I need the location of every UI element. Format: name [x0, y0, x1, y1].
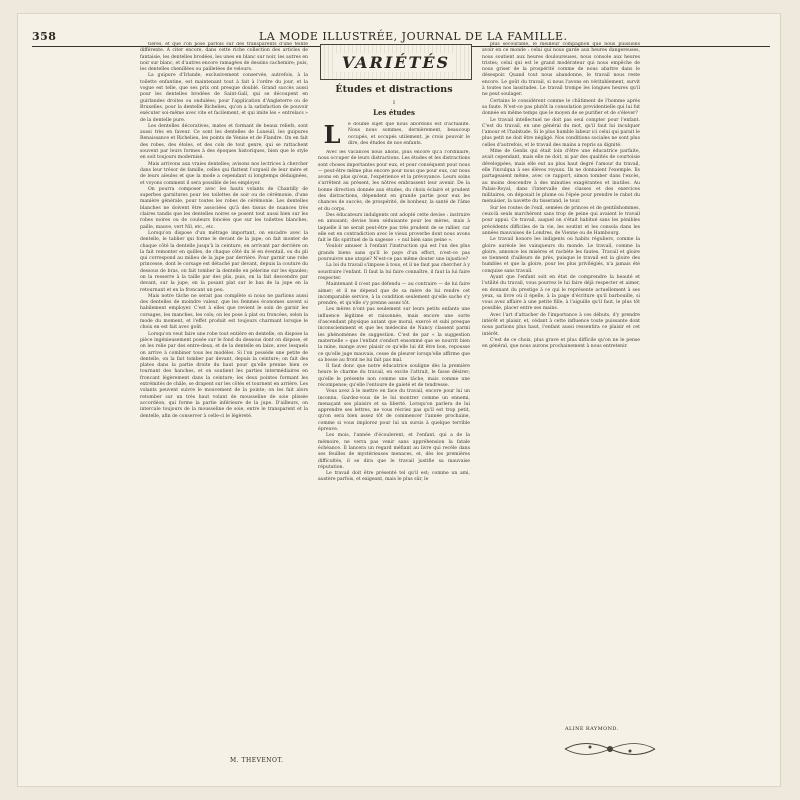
- column-right: [482, 42, 640, 720]
- page-number: 358: [32, 29, 57, 43]
- paragraph: Avec l'art d'attacher de l'importance à ces débuts, d'y prendre intérêt et plaisir, et, cédant à cette influence toute puissante dont nous parlions plus haut, l'enfant aussi ressentira ce plaisir et cet intérêt.: [482, 312, 640, 337]
- journal-title: LA MODE ILLUSTRÉE, JOURNAL DE LA FAMILLE.: [258, 29, 568, 43]
- article-subtitle: Les études: [373, 108, 415, 117]
- paragraph: Il faut donc que notre éducatrice souligne dès la première heure le charme du travail, en excite l'attrait, le fasse désirer; qu'elle le présente non comme une tâche, mais comme une récompense; qu'elle l'entoure de gaieté et de tendresse.: [318, 364, 470, 388]
- banner-word: VARIÉTÉS: [336, 53, 456, 72]
- column-middle: [318, 150, 470, 774]
- paragraph: Vous avez à le mettre en face du travail, encore pour lui un inconnu. Gardez-vous de le lui montrer comme un ennemi, menaçant ses plaisirs et sa liberté. Lorsqu'on parlera de lui apprendre ses lettres, ne vous récriez pas qu'il est trop petit, qu'on sera bien assez tôt de commencer l'année prochaine, comme si vous implorez pour lui un sursis à quelque terrible épreuve.: [318, 389, 470, 433]
- paragraph: Le travail doit être présenté tel qu'il est; comme un ami, austère parfois, et exigeant, mais le plus sûr, le: [318, 471, 470, 483]
- paragraph: plus secourable, le meilleur compagnon que nous puissions avoir en ce monde : celui qui nous garde aux heures dangereuses, nous soutient aux heures douloureuses, nous console aux heures tristes; celui qui est le grand modérateur qui nous empêche de nous griser de la prospérité comme de nous abattre dans le désespoir. Quand tout nous abandonne, le travail nous reste encore. Le goût du travail, si nous l'avons en véritablement, survit à toutes nos lassitudes. Le travail trompe les longues heures qu'il ne peut soulager.: [482, 42, 640, 98]
- paragraph: Certains le considèrent comme le châtiment de l'homme après sa faute. N'est-ce pas plutôt la consolation providentielle qui lui fut donnée en même temps que le moyen de se purifier et de s'élever?: [482, 98, 640, 117]
- paragraph: La loi du travail s'impose à tous, et il ne faut pas chercher à y soustraire l'enfant. Il faut la lui faire connaître, il faut la lui faire respecter.: [318, 263, 470, 281]
- paragraph: Avec les vacances nous allons, plus encore qu'à l'ordinaire, nous occuper de leurs distractions. Les études et les distractions sont choses importantes pour eux, et pour conséquent pour nous — peut-être même plus encore pour nous que pour eux, car nous avons en plus qu'eux, l'expérience et la prévoyance. Leurs soins s'arrêtent au présent, les nôtres embrassent leur avenir. De la bonne direction donnée aux études, du choix éclairé et prudent des distractions, dépendent en grande partie pour eux les chances de succès, de prospérité, de bonheur, la santé de l'âme et du corps.: [318, 150, 470, 212]
- paragraph: Mais arrivons aux vraies dentelles; avisons nos lectrices à chercher dans leur trésor de famille, celles qui flattent l'orgueil de leur mère et de leurs aïeules et que la mode a cependant si longtemps dédaignées, et voyons comment il sera possible de les employer.: [140, 161, 308, 186]
- column-left: [140, 42, 308, 774]
- paragraph: Vouloir amuser à l'enfant l'instruction qui est l'un des plus grands biens sans qu'il le paye d'un effort, n'est-ce pas poursuivre une utopie? N'est-ce pas même douter une injustice?: [318, 244, 470, 263]
- paragraph: Lorsqu'on veut faire une robe tout entière en dentelle, on dispose la pièce ingénieusement posée sur le fond du dessous dont on dispose, et on les relie par des entre-deux, et de la dentelle en laize, avec lesquels on arrive à combiner tous les modèles. Si l'on possède une petite de dentelle, on la fait tomber par devant, depuis la ceinture; on fait des plates dans la partie droite du haut pour qu'elle prenne bien ce tournant des hanches, et on soutient les parties intermédiaires en froncant légèrement dans la ceinture; les deux pointes formant les extrémités de châle, se drapent sur les côtés et tournent en arrière. Les volants peuvent suivre le mouvement de la pointe; on les fait alors retomber sur un très haut volant de mousseline de soie plissée accordéon, qui forme la partie inférieure de la jupe. D'ailleurs, on intercale toujours de la mousseline de soie, entre le transparent et la dentelle, afin de conserver à celle-ci le légèreté.: [140, 331, 308, 419]
- section-number: I: [393, 100, 395, 106]
- paragraph: Mme de Genlis qui était loin d'être une éducatrice parfaite, avait cependant, mais elle ne doit, ni par des qualités de courtoisie développées, mais elle eut au plus haut degré l'amour du travail, elle l'inculqua à ses élèves royaux. Ils ne donnaient l'exemple. Ils partageaient même, avec ce rapport, simon tomber dans l'excès, au moins descendre à des minuties exagérantes et inutiles. Au Palais-Royal, dans l'intervalle des classes et des exercices militaires, on déposait le plume ou l'épée pour prendre le rabot du menuisier, la navette du tisserand, le tour.: [482, 149, 640, 205]
- paragraph: La guipure d'Irlande, exclusivement conservée, autrefois, à la toilette enfantine, est maintenant tout à fait à l'ordre du jour, et la vogue est telle, que ses prix ont presque doublé. Grand succès aussi pour les dentelles brodées de Saint-Gall, qui se découpent en guirlandes droites ou ondulées; pour l'application d'Angleterre ou de Bruxelles, pour la dentelle Richelieu, qu'on a la satisfaction de pouvoir exécuter soi-même avec vite et facilement, et qui imite les « entrelacs » de la dentelle pure.: [140, 73, 308, 123]
- paragraph: tières, et que l'on pose parfois sur des transparents d'une teinte différente. A citer encore, dans cette riche collection des articles de fantaisie, les dentelles brodées, les unes en blanc sur noir, les autres en noir sur blanc, et d'autres encore ramagées de dessins cachemire; puis, les dentelles chenillées ou pailletées de velours.: [140, 42, 308, 73]
- paragraph: Lorsqu'on dispose d'un métrage important, on encadre avec la dentelle, le tablier qui forme le devant de la jupe; on fait monter de chaque côté la dentelle jusqu'à la ceinture, en arrivant par derrière on la fait remonter en quilles, de chaque côté du lé en éventail, ou du pli qui correspond au milieu de la jupe par derrière. Pour garnir une robe princesse, dont le corsage est détaché par devant, depuis la couture du dessous de bras, on fait tomber la dentelle en pèlerine sur les épaules; on la resserre à la taille par des plis, puis, on la fait descendre par devant, sur la jupe, en la posant plat sur le bas de la jupe en la retournant et en la froncant un peu.: [140, 230, 308, 293]
- article-intro: e double sujet que nous abordons est d'actualité. Nous nous sommes, dernièrement, beaucoup occupés, et occupés utilement, je crois pouvoir le dire, des études de nos enfants.: [348, 122, 470, 146]
- floral-ornament-icon: [560, 738, 660, 760]
- varietes-banner: [320, 44, 472, 80]
- paragraph: Ayant que l'enfant soit en état de comprendre la beauté et l'utilité du travail, vous pourrez le lui faire déjà respecter et aimer, en donnant du prestige à ce qui le représente actuellement à ses yeux, sa livre où il épelle, à la page d'écriture qu'il barbouille, si vous avez affaire à une petite fille, à l'aiguille qu'il faut, le plus tôt possible, placer entre ses mains.: [482, 274, 640, 312]
- paragraph: Les mois, l'année d'écoulerent, et l'enfant, qui a de la mémoire, ne verra pas venir sans appréhension la fatale échéance. Il lancera un regard méfiant au livre qui recèle dans ses feuilles de mystérieuses menaces, et, dès les premières difficultés, il se dira que le travail justifie sa mauvaise réputation.: [318, 433, 470, 470]
- paragraph: C'est de ce choix, plus grave et plus difficile qu'on ne le pense en général, que nous aurons prochainement à nous entretenir.: [482, 337, 640, 350]
- author-signature-right: ALINE RAYMOND.: [565, 726, 619, 732]
- drop-cap: L: [323, 120, 341, 149]
- paragraph: On pourra composer avec les hauts volants de Chantilly de superbes garnitures pour les toilettes de soir ou de cérémonie, d'une manière générale, pour toutes les robes de cérémonie. Les dentelles blanches ne doivent être associées qu'à des tissus de nuances très claires tandis que les dentelles noires se posent tout aussi bien sur les robes noires ou de couleurs foncées que sur les toilettes blanches, paille, mauve, vert Nil, etc., etc.: [140, 186, 308, 230]
- paragraph: Le travail honore les indigents ou habits réguliers, comme la gloire auréole les vainqueurs du monde. Le travail, comme la gloire, annonce les misères et rachète les fautes. Travail et gloire se tiennent d'ailleurs de près, puisque le travail est la gloire des humbles et que la gloire, pour les plus privilégiés, n'a jamais été conquise sans travail.: [482, 237, 640, 274]
- paragraph: Maintenant il n'est pas défendu — au contraire — de lui faire aimer; et il ne dépend que de sa mère de lui rendre cet incomparable service, à la condition seulement qu'elle sache s'y prendre, et qu'elle s'y prenne assez tôt.: [318, 282, 470, 307]
- paragraph: Le travail intellectuel ne doit pas seul compter pour l'enfant. C'est du travail, en une général du mot, qu'il faut lui inculquer l'amour et l'habitude. Si le plus humble labeur ici celui qui parait le plus petit ne doit être négligé. Nos conditions sociales ne sont plus celles d'autrefois, et le travail des mains a repris sa dignité.: [482, 117, 640, 148]
- paragraph: Mais notre tâche ne serait pas complète si nous ne parlions aussi des dentelles de moindre valeur, que les femmes économes savent si habilement employer. C'est à elles que revient le soin de garnir les corsages, les manches, les cols; on les pose à plat ou froncées, selon la mode du moment, et l'effet produit est toujours charmant lorsque le choix en est fait avec goût.: [140, 293, 308, 331]
- paragraph: Les dentelles décoratives, mates et formant de beaux reliefs, sont aussi très en faveur. Ce sont les dentelles de Luxeuil, les guipures Renaissance et Richelieu, les points de Venise et de Flandre. On en fait des robes, des étoles, et des cols de tout genre, qui se rattachent souvent par leurs formes à des époques historiques, bien que le style en soit toujours modernisé.: [140, 123, 308, 161]
- author-signature-left: M. THEVENOT.: [230, 757, 284, 764]
- paragraph: Des éducateurs indulgents ont adopté cette devise : instruire en amusant; devise bien séduisante pour les mères, mais à laquelle il ne serait peut-être pas très prudent de se rallier, car elle est en contradiction avec le vieux proverbe dont nous avons fait le fils spirituel de la sagesse : « nul bien sans peine ».: [318, 212, 470, 244]
- article-title: Études et distractions: [335, 84, 453, 95]
- paragraph: Les mères n'ont pas seulement sur leurs petits enfants une influence légitime et raisonnée, mais encore une sorte d'ascendant physique autant que moral, exercé et subi presque inconsciemment et que les médecins de Nancy classent parmi les phénomènes de suggestion. C'est de par « la suggestion maternelle » que l'enfant s'endort ensommé que se nourrit bien la mine, mange avec plaisir ce qu'elle lui dit être bon, repousse ce qu'elle juge mauvais, cesse de pleurer lorsqu'elle affirme que sa bosse au front ne lui fait pas mal.: [318, 307, 470, 363]
- paragraph: Sur les routes de l'exil, semées de princes et de gentilshommes, ceux-là seuls marchèrent sans trop de peine qui avaient le travail pour appui. Ce travail, auquel on s'était habitué sans les pénibles précédents difficiles de la vie, les soutint et les consola dans les années mauvaises de Londres, de Vienne ou de Hambourg.: [482, 205, 640, 236]
